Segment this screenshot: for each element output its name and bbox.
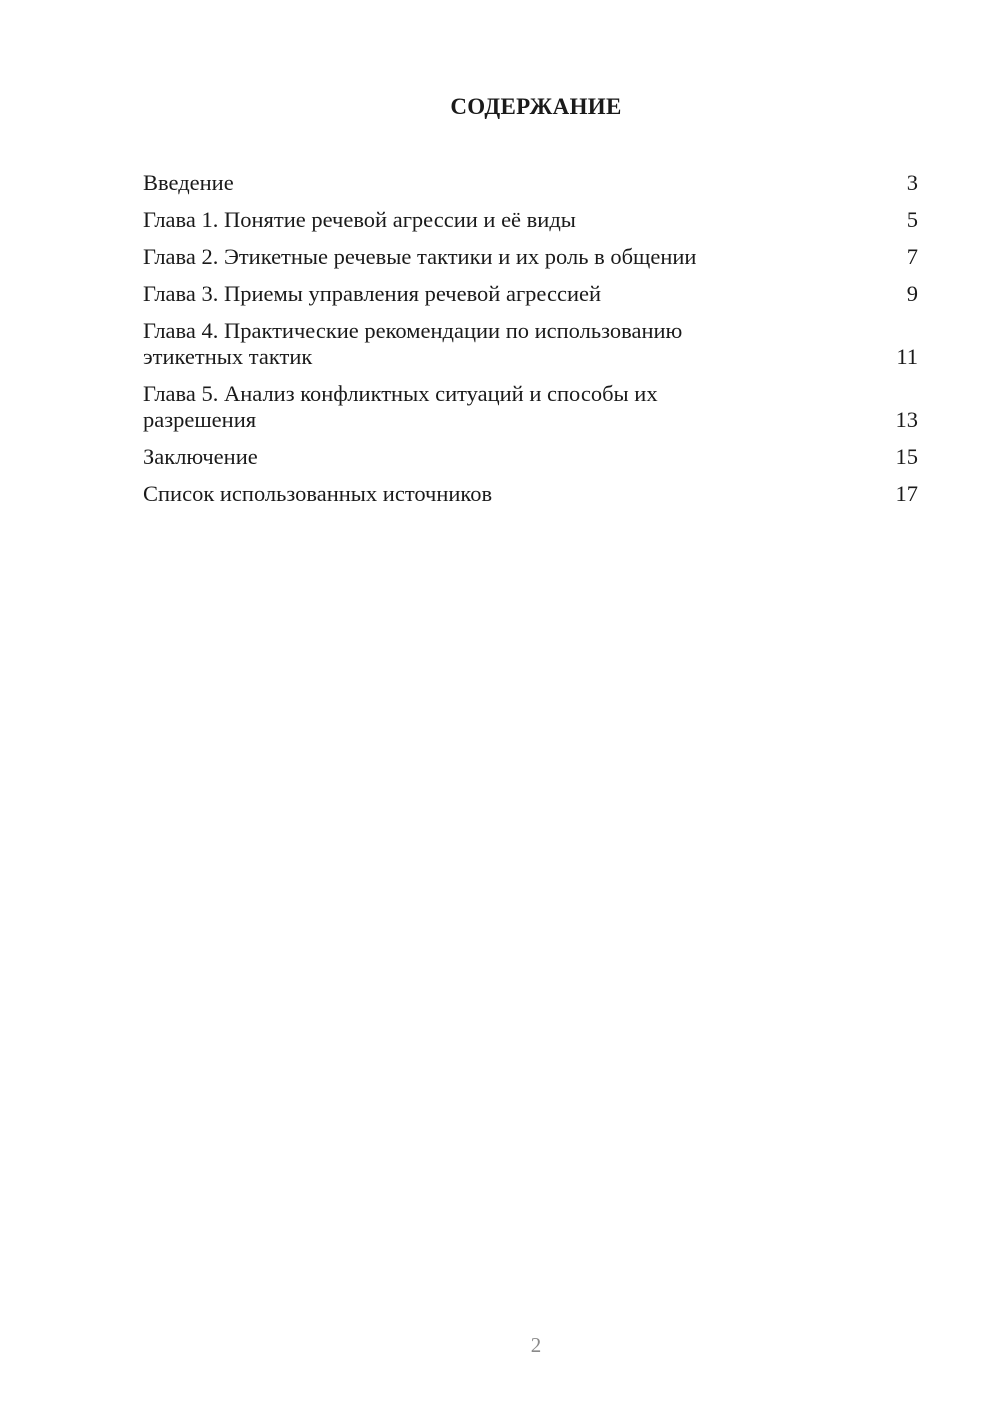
toc-entry-text: Глава 5. Анализ конфликтных ситуаций и способы их разрешения: [143, 381, 658, 432]
toc-entry-page: 13: [895, 407, 918, 432]
toc-entry-text: Глава 4. Практические рекомендации по использованию этикетных тактик: [143, 318, 683, 369]
page-number: 2: [530, 1333, 542, 1357]
toc-entry-page: 9: [906, 281, 918, 306]
toc-entry-page: 3: [906, 170, 918, 195]
toc-entry-text: Глава 1. Понятие речевой агрессии и её виды: [143, 207, 576, 232]
toc-entry-chapter-5: [143, 381, 918, 433]
toc-entry-chapter-3: [143, 281, 918, 307]
toc-entry-chapter-4: [143, 318, 918, 370]
toc-entry-references: [143, 481, 918, 507]
toc-entry-text: Глава 3. Приемы управления речевой агрессией: [143, 281, 602, 306]
toc-entry-chapter-1: [143, 207, 918, 233]
table-of-contents: [143, 170, 918, 518]
toc-entry-text: Заключение: [143, 444, 258, 469]
toc-entry-introduction: [143, 170, 918, 196]
toc-entry-page: 17: [895, 481, 918, 506]
toc-entry-page: 11: [896, 344, 918, 369]
toc-entry-page: 15: [895, 444, 918, 469]
toc-entry-page: 5: [906, 207, 918, 232]
toc-entry-text: Список использованных источников: [143, 481, 493, 506]
toc-entry-conclusion: [143, 444, 918, 470]
toc-entry-page: 7: [906, 244, 918, 269]
toc-title: СОДЕРЖАНИЕ: [450, 94, 622, 119]
toc-entry-chapter-2: [143, 244, 918, 270]
toc-entry-text: Глава 2. Этикетные речевые тактики и их роль в общении: [143, 244, 697, 269]
toc-entry-text: Введение: [143, 170, 234, 195]
